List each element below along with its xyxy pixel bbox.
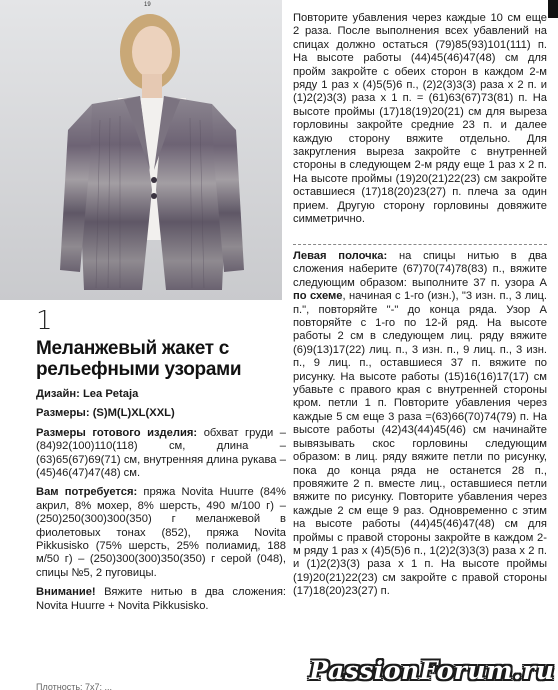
- design-value: Lea Petaja: [82, 388, 139, 400]
- front-label: Левая полочка:: [293, 250, 388, 262]
- design-line: [36, 388, 286, 401]
- finished-value: обхват груди – (84)92(100)110(118) см, длина – (63)65(67)69(71) см, внутренняя длина рукава – (45)46(47)47(48) см.: [36, 426, 287, 480]
- design-label: Дизайн:: [36, 388, 80, 400]
- back-instructions: Повторите убавления через каждые 10 см еще 2 раза. После выполнения всех убавлений на спицах должно остаться (79)85(93)101(111) п. На высоте работы (44)45(46)47(48) см для пройм закройте с обеих сторон в каждом 2-м ряду 1 раз х (4)5(5)6 п., (2)2(3)3(3) раза х 2 п. и (1)2(2)3(3) раза х 1 п. = (61)63(67)73(81) п. На высоте проймы (17)18(19)20(21) см для выреза горловины закройте средние 23 п. и далее каждую сторону вяжите отдельно. Для закругления выреза закройте с внутренней стороны в следующем 2-м ряду еще 1 раз х 2 п. На высоте проймы (19)20(21)22(23) см закройте оставшиеся (17)18(20)23(27) п. плеча за один прием. Другую сторону горловины довяжите симметрично.: [293, 12, 547, 226]
- model-photo: [0, 0, 282, 300]
- attention-value: Вяжите нитью в два сложения: Novita Huurre + Novita Pikkusisko.: [36, 586, 286, 612]
- corner-mark: [548, 0, 558, 18]
- finished-label: Размеры готового изделия:: [36, 426, 198, 439]
- section-divider: [293, 244, 547, 245]
- cut-off-text: Плотность: 7х7: ...: [36, 682, 113, 690]
- attention-label: Внимание!: [36, 586, 96, 599]
- pattern-header-column: [36, 306, 286, 613]
- left-front-instructions: [293, 250, 547, 599]
- page-marker: 19: [144, 2, 151, 8]
- sizes-label: Размеры:: [36, 407, 90, 420]
- model-photo-icon: [0, 0, 282, 300]
- sizes-line: [36, 407, 286, 420]
- front-text-part1: на спицы нитью в два сложения наберите (67)70(74)78(83) п., вяжите следующим образом: выполните 37 п. узора А: [293, 250, 548, 289]
- sizes-value: (S)M(L)XL(XXL): [92, 407, 175, 420]
- pattern-number: 1: [36, 306, 53, 336]
- instructions-column: [293, 12, 547, 227]
- materials-value: пряжа Novita Huurre (84% акрил, 8% мохер, 8% шерсть, 490 м/100 г) – (250)250(300)300(350) г меланжевой в фиолетовых тонах (852), пряжа Novita Pikkusisko (75% шерсть, 25% полиамид, 188 м/50 г) – (250)300(300)350(350) г серой (048), спицы №5, 2 пуговицы.: [36, 486, 286, 579]
- watermark-logo: PassionForum.ru: [309, 655, 555, 685]
- front-text-part2: , начиная с 1-го (изн.), "3 изн. п., 3 лиц. п.", повторяйте "-" до конца ряда. Узор А повторяйте с 1-го по 12-й ряд. На высоте работы 2 см в следующем лиц. ряду вяжите (6)9(13)17(22) лиц. п., 3 изн. п., 9 лиц. п., 3 изн. п., 9 лиц. п., оставшиеся 37 п. вяжите по рисунку. На высоте работы (15)16(16)17(17) см убавьте с правого края с внутренней стороны кром. петли 1 п. Повторите убавления через каждые 5 см еще 3 раза =(63)66(70)74(79) п. На высоте работы (42)43(44)45(46) см начинайте вывязывать скос горловины следующим образом: в лиц. ряду вяжите петли по рисунку, пока до конца ряда не останется 28 п., провяжите 2 п. вместе лиц., оставшиеся петли вяжите по рисунку. Повторите убавления через каждые 2 см еще 9 раз. Одновременно с этим на высоте работы (44)45(46)47(48) см для проймы с правой стороны закройте в каждом 2-м ряду 1 раз х (4)5(5)6 п., 1(2)2(3)3(3) раза х 2 п. и (1)2(2)3(3) раза х 1 п. На высоте проймы (19)20(21)22(23) см закройте с правой стороны (17)18(20)23(27) п.: [293, 290, 547, 598]
- materials-paragraph: [36, 486, 286, 580]
- attention-paragraph: [36, 586, 286, 613]
- left-front-section: [293, 250, 547, 599]
- finished-size-paragraph: [36, 427, 286, 481]
- pattern-title: Меланжевый жакет с рельефными узорами: [36, 338, 242, 380]
- front-bold: по схеме: [293, 290, 343, 303]
- materials-label: Вам потребуется:: [36, 486, 138, 499]
